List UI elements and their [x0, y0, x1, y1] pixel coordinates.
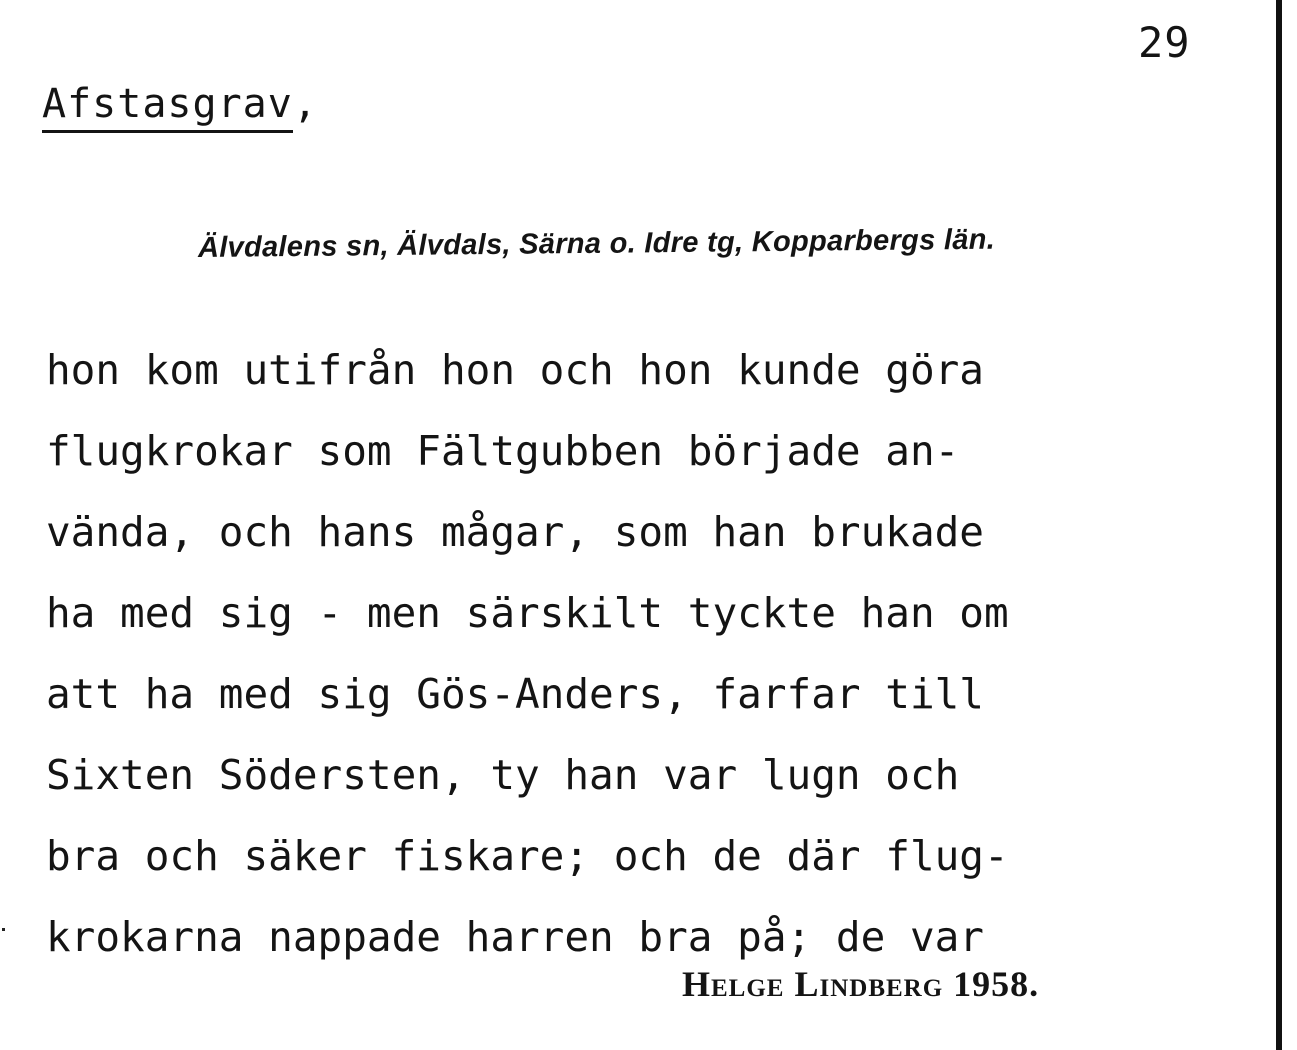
- card-heading: [42, 81, 318, 133]
- scan-speck: [2, 928, 5, 931]
- page-number: 29: [1138, 18, 1191, 67]
- text-line: flugkrokar som Fältgubben började an-: [46, 427, 960, 475]
- heading-word: Afstasgrav: [42, 84, 293, 133]
- collector-signature: Helge Lindberg 1958.: [682, 964, 1040, 1004]
- text-line: ha med sig - men särskilt tyckte han om: [46, 589, 1009, 637]
- location-line: Älvdalens sn, Älvdals, Särna o. Idre tg, Kopparbergs län.: [197, 223, 996, 264]
- text-line: Sixten Södersten, ty han var lugn och: [46, 751, 960, 799]
- text-line: bra och säker fiskare; och de där flug-: [46, 832, 1009, 880]
- card-body-text: [46, 330, 1009, 978]
- text-line: hon kom utifrån hon och hon kunde göra: [46, 346, 984, 394]
- text-line: krokarna nappade harren bra på; de var: [46, 913, 984, 961]
- text-line: vända, och hans mågar, som han brukade: [46, 508, 984, 556]
- card-edge-border: [1276, 0, 1282, 1050]
- text-line: att ha med sig Gös-Anders, farfar till: [46, 670, 984, 718]
- heading-punctuation: ,: [292, 81, 318, 127]
